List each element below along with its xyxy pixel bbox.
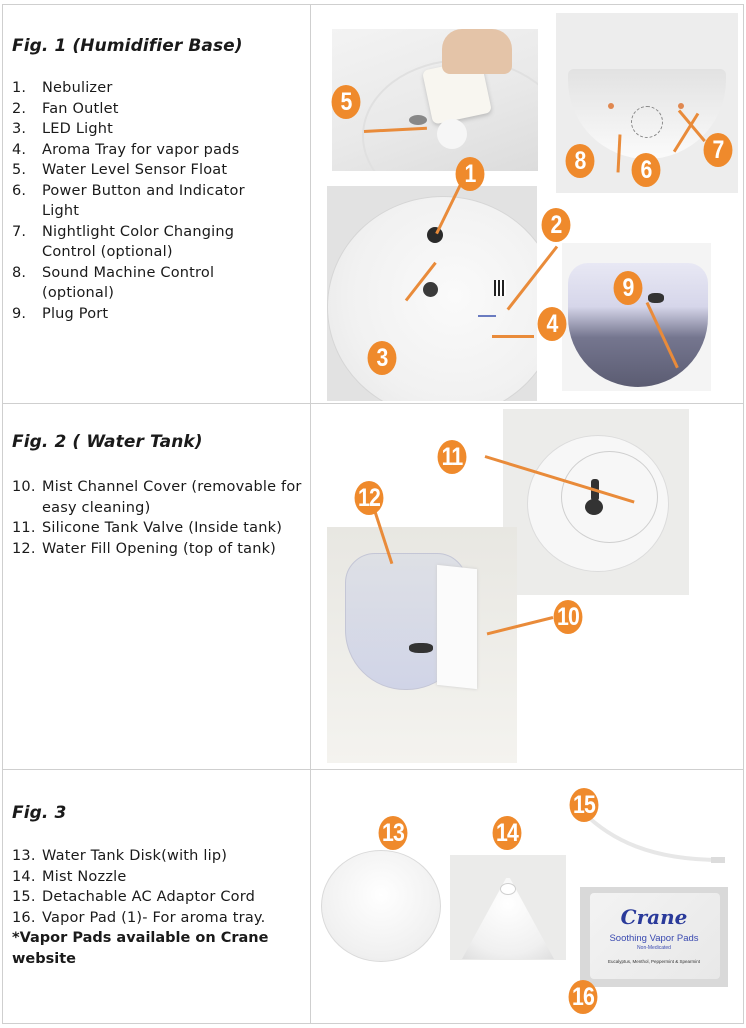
callout-10: 10 [554, 600, 583, 634]
photo-mist-nozzle [450, 855, 566, 960]
callout-9: 9 [614, 271, 643, 305]
callout-4: 4 [538, 307, 567, 341]
list-item: 12. Water Fill Opening (top of tank) [12, 540, 277, 557]
photo-water-tank [327, 527, 517, 763]
photo-tank-valve [503, 409, 689, 595]
callout-2: 2 [542, 208, 571, 242]
callout-14: 14 [493, 816, 522, 850]
packet-subtitle: Non-Medicated [637, 945, 671, 951]
leader-line [492, 335, 534, 338]
list-item: 10. Mist Channel Cover (removable for easy cleaning) [12, 479, 302, 516]
fig1-text-cell [3, 5, 311, 403]
callout-11: 11 [438, 440, 467, 474]
list-item: 6. Power Button and Indicator Light [12, 182, 245, 219]
list-item: 2. Fan Outlet [12, 100, 119, 117]
fig2-title: Fig. 2 ( Water Tank) [12, 432, 203, 452]
vapor-pads-note: *Vapor Pads available on Crane website [12, 930, 269, 967]
callout-6: 6 [632, 153, 661, 187]
fig3-image-cell [311, 770, 743, 1023]
fig1-title: Fig. 1 (Humidifier Base) [12, 36, 243, 56]
callout-5: 5 [332, 85, 361, 119]
callout-7: 7 [704, 133, 733, 167]
list-item: 15. Detachable AC Adaptor Cord [12, 889, 256, 905]
callout-1: 1 [456, 157, 485, 191]
fig2-text-cell [3, 404, 311, 769]
list-item: 13. Water Tank Disk(with lip) [12, 848, 228, 864]
fig3-row [3, 770, 743, 1023]
callout-13: 13 [379, 816, 408, 850]
fig1-image-cell [311, 5, 743, 403]
photo-tank-disk [321, 850, 441, 962]
callout-16: 16 [569, 980, 598, 1014]
callout-3: 3 [368, 341, 397, 375]
packet-scents: Eucalyptus, Menthol, Peppermint & Spearmint [607, 959, 701, 964]
crane-logo: Crane [620, 905, 688, 929]
photo-vapor-pad [580, 887, 728, 987]
list-item: 3. LED Light [12, 121, 114, 137]
list-item: 11. Silicone Tank Valve (Inside tank) [12, 520, 283, 536]
fig3-title: Fig. 3 [12, 803, 67, 823]
list-item: 14. Mist Nozzle [12, 868, 127, 885]
list-item: 16. Vapor Pad (1)- For aroma tray. [12, 909, 266, 926]
fig3-text-cell [3, 770, 311, 1023]
photo-plug-port [562, 243, 711, 391]
callout-12: 12 [355, 481, 384, 515]
fig1-row [3, 5, 743, 404]
fig2-parts-list [12, 477, 307, 559]
fig3-parts-list [12, 846, 307, 928]
fig2-image-cell [311, 404, 743, 769]
list-item: 7. Nightlight Color Changing Control (optional) [12, 223, 235, 260]
list-item: 9. Plug Port [12, 305, 109, 322]
list-item: 8. Sound Machine Control (optional) [12, 264, 215, 301]
photo-base-underside [327, 186, 537, 401]
parts-table [2, 4, 744, 1024]
packet-product: Soothing Vapor Pads [609, 933, 699, 944]
list-item: 1. Nebulizer [12, 80, 113, 96]
photo-ac-cord [581, 810, 731, 870]
list-item: 4. Aroma Tray for vapor pads [12, 141, 240, 158]
list-item: 5. Water Level Sensor Float [12, 162, 228, 178]
fig2-row [3, 404, 743, 770]
callout-15: 15 [570, 788, 599, 822]
callout-8: 8 [566, 144, 595, 178]
fig1-parts-list [12, 78, 307, 324]
photo-sensor-float [332, 29, 538, 171]
